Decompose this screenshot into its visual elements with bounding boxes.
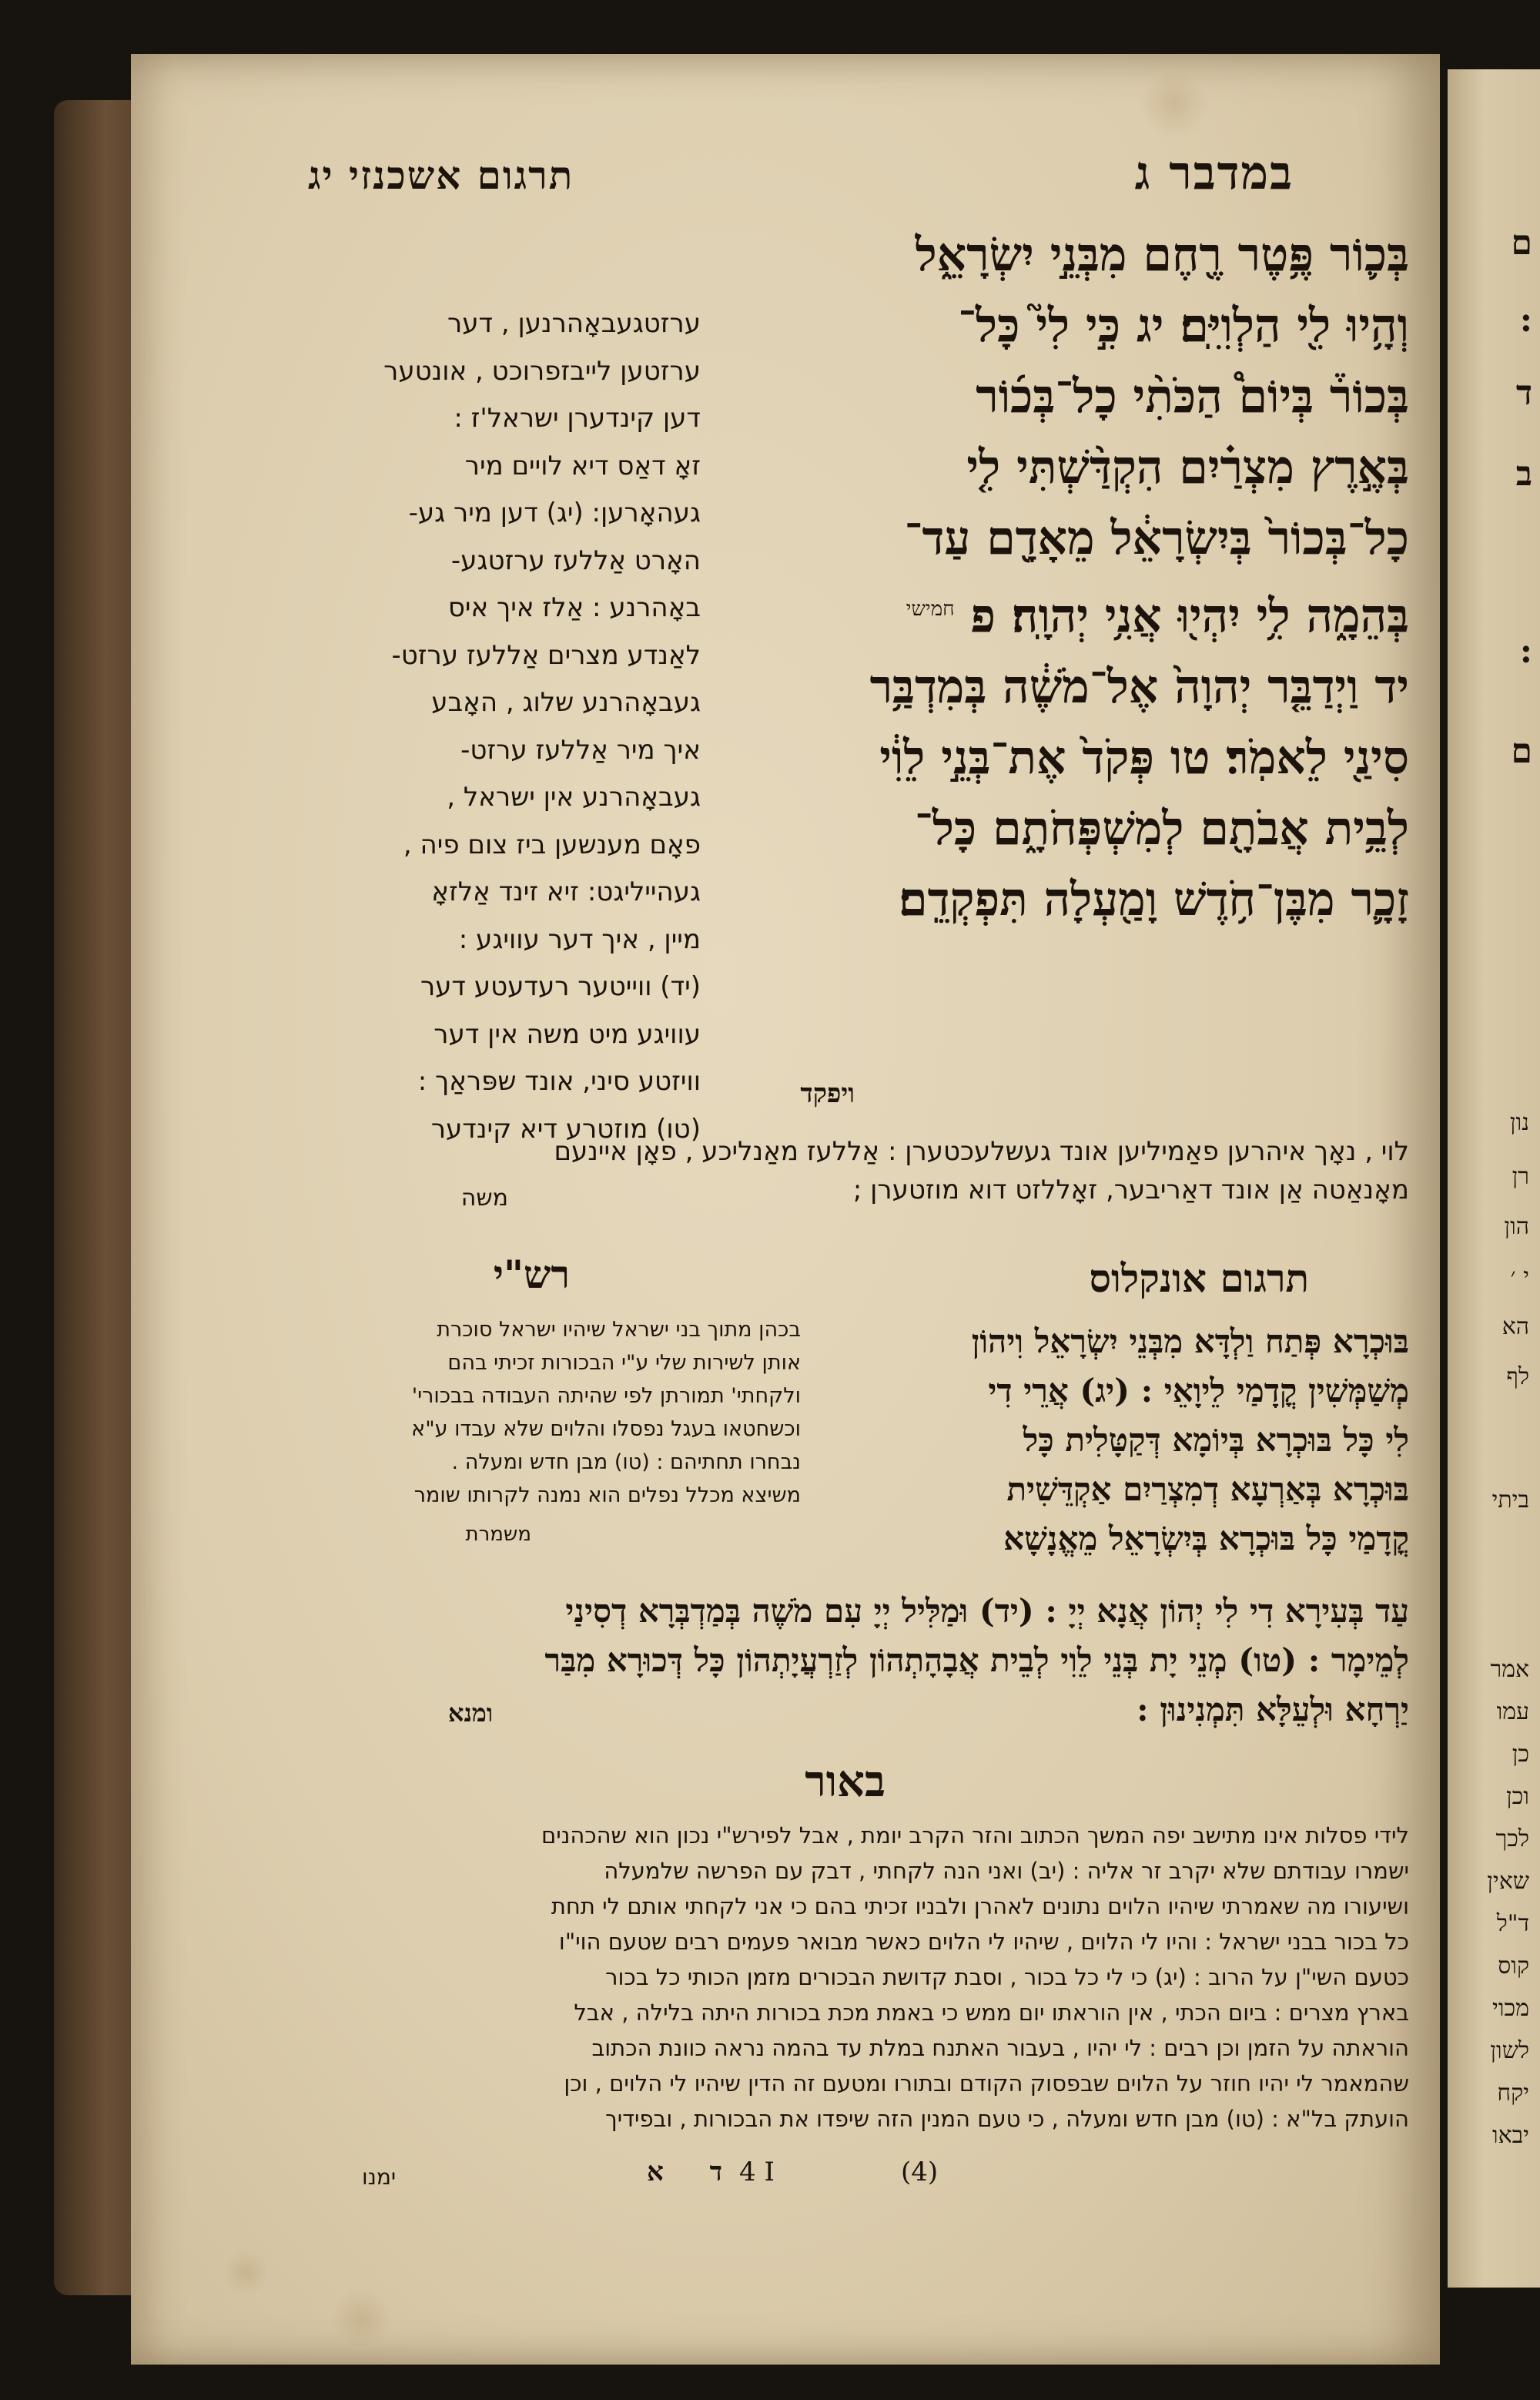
yiddish-line: לאַנדע מצרים אַללעז ערזט- <box>391 639 701 671</box>
running-head-translation: תרגום אשכנזי יג <box>308 153 574 198</box>
hebrew-line: בְּאֶ֣רֶץ מִצְרַ֗יִם הִקְדַּ֨שְׁתִּי לִ֤י <box>966 441 1409 494</box>
hebrew-line: בְּכוֹר֒ בְּיוֹם֩ הַכֹּתִ֨י כָל־בְּכ֜וֹר <box>976 370 1409 424</box>
hebrew-line: בְּהֵמָ֑ה לִ֥י יִהְי֖וּ אֲנִ֥י יְהוָֽה׃ פ <box>970 589 1409 643</box>
biur-line: ושיעורו מה שאמרתי שיהיו הלוים נתונים לאהרן ולבניו זכיתי בהם כי אני לקחתי אותם לי תחת <box>551 1893 1409 1919</box>
onkelos-line: עַד בְּעִירָא דִי לִי יְהוֹן אֲנָא יְיָ : (יד) וּמַלִּיל יְיָ עִם מֹשֶׁה בְּמַדְבְּרָא דְסִינַי <box>565 1592 1409 1630</box>
catchword-hebrew: ויפקד <box>800 1078 855 1109</box>
next-page-fragment: ד <box>1515 374 1532 413</box>
onkelos-heading: תרגום אונקלוס <box>1089 1255 1309 1301</box>
yiddish-line: באָהרנע : אַלז איך איס <box>447 592 701 623</box>
next-page-fragment: ם <box>1511 732 1532 771</box>
catchword-rashi: משמרת <box>465 1523 531 1546</box>
yiddish-line: וויזטע סיני, אונד שפּראַך : <box>417 1066 701 1097</box>
yiddish-line: געהייליגט: זיא זינד אַלזאָ <box>431 877 701 907</box>
hebrew-line: בְּכ֛וֹר פֶּ֥טֶר רֶ֖חֶם מִבְּנֵ֣י יִשְׂרָאֵ֑ל <box>915 228 1409 282</box>
page-number: (4) <box>901 2157 939 2187</box>
biur-line: הועתק בל"א : (טו) מבן חדש ומעלה , כי טעם המנין הזה שיפדו את הבכורות , ובפידיך <box>605 2106 1409 2132</box>
parasha-mark: חמישי <box>906 598 955 621</box>
yiddish-line: דען קינדערן ישראל'ז : <box>454 403 701 434</box>
running-head-book: במדבר ג <box>1134 146 1294 200</box>
next-page-fragment: יקח <box>1497 2080 1529 2107</box>
next-page-fragment: הא <box>1502 1313 1529 1340</box>
onkelos-line: יַרְחָא וּלְעֵלָּא תִּמְנִינוּן : <box>1137 1691 1409 1728</box>
next-page-fragment: יבאו <box>1491 2122 1529 2149</box>
hebrew-line: יד וַיְדַבֵּ֤ר יְהוָה֙ אֶל־מֹשֶׁ֔ה בְּמִדְבַּ֥ר <box>869 660 1409 714</box>
catchword-footer: ימנו <box>362 2164 397 2190</box>
onkelos-line: לִי כָּל בּוּכְרָא בְּיוֹמָא דְּקַטָּלִית כָּל <box>1023 1421 1409 1459</box>
yiddish-line: פאָם מענשען ביז צום פיה , <box>403 829 701 860</box>
next-page-fragment: לשון <box>1490 2037 1529 2064</box>
adjacent-page-edge <box>1448 69 1540 2288</box>
book-page <box>131 54 1440 2365</box>
yiddish-line: לוי , נאָך איהרען פאַמיליען אונד געשלעכטערן : אַללעז מאַנליכע , פאָן איינעם <box>554 1136 1409 1167</box>
yiddish-line: געבאָהרנע אין ישראל , <box>447 782 701 813</box>
rashi-line: נבחרו תחתיהם : (טו) מבן חדש ומעלה . <box>451 1450 801 1474</box>
next-page-fragment: נון <box>1509 1109 1529 1136</box>
next-page-fragment: ביתי <box>1491 1487 1529 1513</box>
biur-line: כל בכור בבני ישראל : והיו לי הלוים , שיהיו לי הלוים כאשר מבואר פעמים רבים שטעם הוי"ו <box>558 1929 1409 1955</box>
rashi-line: בכהן מתוך בני ישראל שיהיו ישראל סוכרת <box>437 1318 801 1342</box>
next-page-fragment: כן <box>1512 1741 1529 1768</box>
next-page-fragment: ד"ל <box>1496 1910 1529 1937</box>
next-page-fragment: : <box>1519 632 1532 671</box>
next-page-fragment: שאין <box>1487 1868 1529 1895</box>
biur-heading: באור <box>805 1756 886 1807</box>
next-page-fragment: רן <box>1512 1163 1529 1190</box>
yiddish-line: איך מיר אַללעז ערזט- <box>460 734 701 766</box>
hebrew-line: סִינַ֖י לֵאמֹֽר׃ טו פְּקֹד֙ אֶת־בְּנֵ֣י לֵוִ֔י <box>879 731 1409 785</box>
yiddish-line: געבאָהרנע שלוג , האָבע <box>431 687 701 718</box>
rashi-line: משיצא מכלל נפלים הוא נמנה לקרותו שומר <box>413 1483 801 1507</box>
next-page-fragment: ב <box>1515 454 1532 494</box>
biur-line: כטעם השי"ן על הרוב : (יג) כי לי כל בכור , וסבת קדושת הבכורים מזמן הכותי כל בכור <box>605 1964 1409 1990</box>
biur-commentary <box>308 1818 1409 2137</box>
paper-stain <box>1140 69 1209 139</box>
yiddish-line: עוויגע מיט משה אין דער <box>434 1018 701 1050</box>
yiddish-line: האָרט אַללעז ערזטגע- <box>450 545 701 576</box>
rashi-line: וכשחטאו בעגל נפסלו והלוים שלא עבדו ע"א <box>411 1417 801 1441</box>
yiddish-line: (יד) ווייטער רעדעטע דער <box>420 971 701 1002</box>
biur-line: בארץ מצרים : ביום הכתי , אין הוראתו יום ממש כי באמת מכת בכורות היתה בלילה , אבל <box>574 1999 1409 2026</box>
hebrew-line: לְבֵ֥ית אֲבֹתָ֖ם לְמִשְׁפְּחֹתָ֑ם כָּל־ <box>914 802 1409 856</box>
yiddish-line: ערזטען לייבזפרוכט , אונטער <box>383 355 701 387</box>
rashi-line: ולקחתי' תמורתן לפי שהיתה העבודה בבכורי' <box>411 1384 801 1408</box>
next-page-fragment: לף <box>1506 1363 1529 1390</box>
signature-mark: ד א <box>647 2157 742 2187</box>
paper-stain <box>331 2288 393 2349</box>
rashi-line: אותן לשירות שלי ע"י הבכורות זכיתי בהם <box>447 1351 801 1375</box>
biur-line: הוראתה על הזמן וכן רבים : לי יהיו , בעבור האתנח במלת עד בהמה נראה כוונת הכתוב <box>591 2035 1409 2061</box>
next-page-fragment: הון <box>1504 1213 1529 1240</box>
hebrew-text-column <box>732 220 1409 935</box>
yiddish-line: (טו) מוזטרע דיא קינדער <box>430 1113 701 1145</box>
running-head <box>131 146 1440 208</box>
catchword-yiddish: משה <box>460 1185 508 1212</box>
yiddish-line: זאָ דאַס דיא לויים מיר <box>464 450 701 481</box>
next-page-fragment: אמר <box>1490 1656 1529 1683</box>
yiddish-line: מאָנאַטה אַן אונד דאַריבער, זאָללזט דוא מוזטערן ; <box>852 1175 1409 1205</box>
next-page-fragment: י ׳ <box>1510 1263 1529 1290</box>
yiddish-line: מיין , איך דער עוויגע : <box>458 923 701 955</box>
biur-line: ישמרו עבודתם שלא יקרב זר אליה : (יב) ואני הנה לקחתי , דבק עם הפרשה שלמעלה <box>604 1858 1409 1884</box>
hebrew-line: זָכָ֛ר מִבֶּן־חֹ֥דֶשׁ וָמַ֖עְלָה תִּפְקְדֵֽם׃ <box>899 873 1409 927</box>
onkelos-line: מְשַׁמְּשִׁין קֳדָמַי לֵיוָאֵי : (יג) אֲרֵי דִי <box>988 1372 1409 1409</box>
onkelos-line: בּוּכְרָא פְּתַח וַלְדָּא מִבְּנֵי יִשְׂרָאֵל וִיהוֹן <box>971 1322 1409 1360</box>
yiddish-line: ערזטגעבאָהרנען , דער <box>447 308 701 339</box>
signature-number: 4 I <box>739 2157 775 2187</box>
hebrew-line: כָל־בְּכוֹר֙ בְּיִשְׂרָאֵ֔ל מֵאָדָ֖ם עַד־ <box>904 511 1409 565</box>
biur-line: לידי פסלות אינו מתישב יפה המשך הכתוב והזר הקרב יומת , אבל לפירש"י נכון הוא שהכהנים <box>541 1822 1409 1849</box>
hebrew-line-with-mark <box>732 574 1409 652</box>
next-page-fragment: מכוי <box>1492 1995 1529 2022</box>
next-page-fragment: עמו <box>1496 1698 1529 1725</box>
hebrew-line: וְהָ֥יוּ לִ֖י הַלְוִיִּֽם׃ יג כִּ֣י לִי֮ כָּל־ <box>958 299 1409 353</box>
page-footer <box>131 2157 1440 2195</box>
next-page-fragment: לכך <box>1495 1825 1529 1852</box>
yiddish-translation-column <box>316 300 701 1153</box>
next-page-fragment: : <box>1519 300 1532 340</box>
onkelos-line: בּוּכְרָא בְּאַרְעָא דְמִצְרַיִם אַקְדֵּשִׁית <box>1006 1470 1409 1508</box>
paper-stain <box>223 2249 270 2295</box>
catchword-onkelos: ומנא <box>447 1698 493 1728</box>
onkelos-line: קֳדָמַי כָּל בּוּכְרָא בְּיִשְׂרָאֵל מֵאֱנָשָׁא <box>1003 1520 1409 1557</box>
next-page-fragment: קוס <box>1498 1953 1529 1979</box>
next-page-fragment: ם <box>1511 223 1532 263</box>
onkelos-line: לְמֵימָר : (טו) מְנֵי יָת בְּנֵי לֵוִי לְבֵית אֲבָהָתְהוֹן לְזַרְעֲיָתְהוֹן כָּל דְּכוּרָא מִבַּר <box>544 1641 1409 1679</box>
biur-line: שהמאמר לי יהיו חוזר על הלוים שבפסוק הקודם ובתורו ומטעם זה הדין שיהיו לי הלוים , וכן <box>564 2070 1409 2097</box>
rashi-heading: רש"י <box>493 1252 570 1297</box>
onkelos-column <box>824 1317 1409 1564</box>
rashi-column <box>308 1313 801 1512</box>
next-page-fragment: וכן <box>1506 1783 1529 1810</box>
yiddish-line: געהאָרען: (יג) דען מיר גע- <box>408 498 701 528</box>
